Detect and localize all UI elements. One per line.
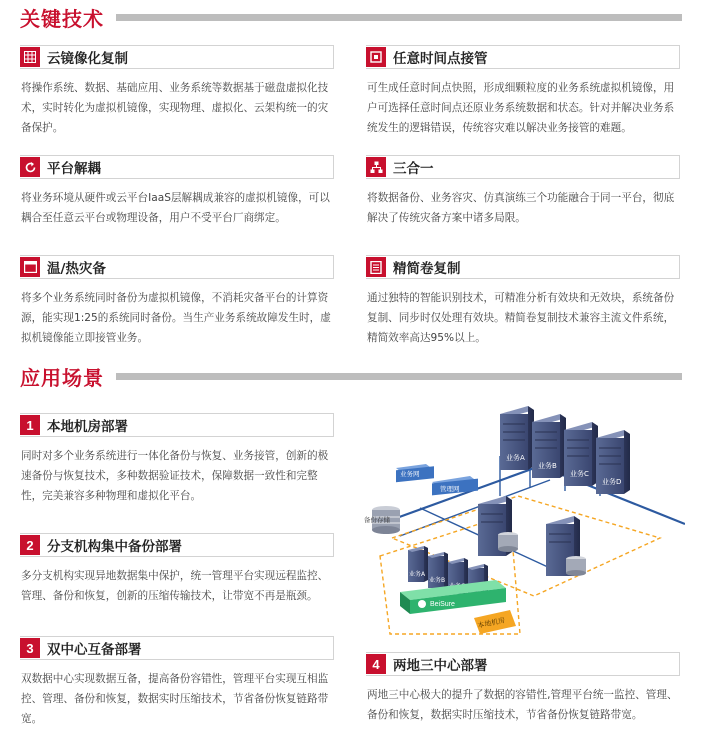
hierarchy-icon [366,157,386,177]
feature-card-thin-volume [366,255,680,348]
feature-title: 精简卷复制 [393,261,461,277]
scene-header [20,636,334,660]
feature-header [366,255,680,279]
section-title-scenes [20,361,104,391]
feature-header [20,255,334,279]
section-title-key-tech [20,2,104,32]
feature-desc: 将操作系统、数据、基础应用、业务系统等数据基于磁盘虚拟化技术，实时转化为虚拟机镜像，实现物理、虚拟化、云架构统一的灾备保护。 [21,82,329,134]
grid-icon [20,47,40,67]
refresh-icon [20,157,40,177]
scene-desc: 多分支机构实现异地数据集中保护，统一管理平台实现远程监控、管理、备份和恢复，创新的压缩传输技术，让带宽不再是瓶颈。 [21,570,329,602]
document-icon [366,257,386,277]
beisure-logo-icon [418,600,426,608]
scene-desc: 双数据中心实现数据互备，提高备份容错性，管理平台实现互相监控、管理、备份和恢复，数据实时压缩技术，节省备份恢复链路带宽。 [21,673,329,725]
section-title-text: 应用场景 [20,365,104,390]
scene-number: 3 [20,638,40,658]
feature-card-any-point-takeover [366,45,680,138]
top-server-label: 业务C [570,470,589,478]
top-server-label: 业务D [602,478,622,486]
feature-card-three-in-one [366,155,680,228]
scene-header [20,533,334,557]
section-divider [116,361,682,391]
scene-card-local [20,413,334,506]
scene-title: 本地机房部署 [47,419,128,435]
disk-icon [566,556,586,576]
scene-title: 分支机构集中备份部署 [47,539,182,555]
switch-label: 业务网 [400,470,420,478]
scene-card-two-sites-three-centers [366,652,680,725]
feature-desc: 可生成任意时间点快照，形成细颗粒度的业务系统虚拟机镜像，用户可选择任意时间点还原业务系统数据和状态。针对并解决业务系统发生的逻辑错误，传统容灾难以解决业务接管的难题。 [367,82,675,134]
feature-card-decoupling [20,155,334,228]
scene-header [366,652,680,676]
feature-header [20,155,334,179]
diagram-svg [360,396,685,644]
feature-desc: 将数据备份、业务容灾、仿真演练三个功能融合于同一平台，彻底解决了传统灾备方案中诸多局限。 [367,192,675,224]
window-icon [20,257,40,277]
local-server-label: 业务A [409,571,426,578]
top-server-label: 业务A [506,454,525,462]
feature-title: 温/热灾备 [47,261,106,277]
scene-number: 1 [20,415,40,435]
feature-header [366,45,680,69]
feature-header [20,45,334,69]
section-title-text: 关键技术 [20,6,104,31]
scene-desc: 两地三中心极大的提升了数据的容错性,管理平台统一监控、管理、备份和恢复，数据实时压缩技术，节省备份恢复链路带宽。 [367,689,678,721]
feature-title: 平台解耦 [47,161,101,177]
feature-desc: 将业务环境从硬件或云平台IaaS层解耦成兼容的虚拟机镜像，可以耦合至任意云平台或物理设备，用户不受平台厂商绑定。 [21,192,330,224]
feature-title: 云镜像化复制 [47,51,128,67]
local-server-label: 业务B [429,577,446,584]
scene-number: 2 [20,535,40,555]
feature-desc: 将多个业务系统同时备份为虚拟机镜像，不消耗灾备平台的计算资源，能实现1:25的系统同时备份。当生产业务系统故障发生时，虚拟机镜像能立即接管业务。 [21,292,331,344]
feature-header [366,155,680,179]
feature-card-image-replication [20,45,334,138]
scene-card-branch [20,533,334,606]
disk-icon [498,532,518,552]
section-divider [116,2,682,32]
scene-card-dual-center [20,636,334,729]
scene-desc: 同时对多个业务系统进行一体化备份与恢复、业务接管，创新的极速备份与恢复技术，多种数据验证技术，保障数据一致性和完整性，完美兼容多种物理和虚拟化平台。 [21,450,329,502]
feature-card-warm-hot-dr [20,255,334,348]
feature-desc: 通过独特的智能识别技术，可精准分析有效块和无效块，系统备份复制、同步时仅处理有效块。精简卷复制技术兼容主流文件系统，精简效率高达95%以上。 [367,292,675,344]
storage-label: 备份存储 [364,516,390,524]
switch-label: 管理网 [440,485,460,493]
feature-title: 任意时间点接管 [393,51,488,67]
scene-title: 两地三中心部署 [393,658,488,674]
scene-number: 4 [366,654,386,674]
brand-label: BeiSure [430,601,455,608]
deployment-diagram [360,396,685,644]
target-icon [366,47,386,67]
scene-title: 双中心互备部署 [47,642,142,658]
scene-header [20,413,334,437]
switches [396,464,478,495]
top-server-label: 业务B [538,462,557,470]
feature-title: 三合一 [393,161,434,177]
local-room-label: 本地机房 [476,616,506,630]
